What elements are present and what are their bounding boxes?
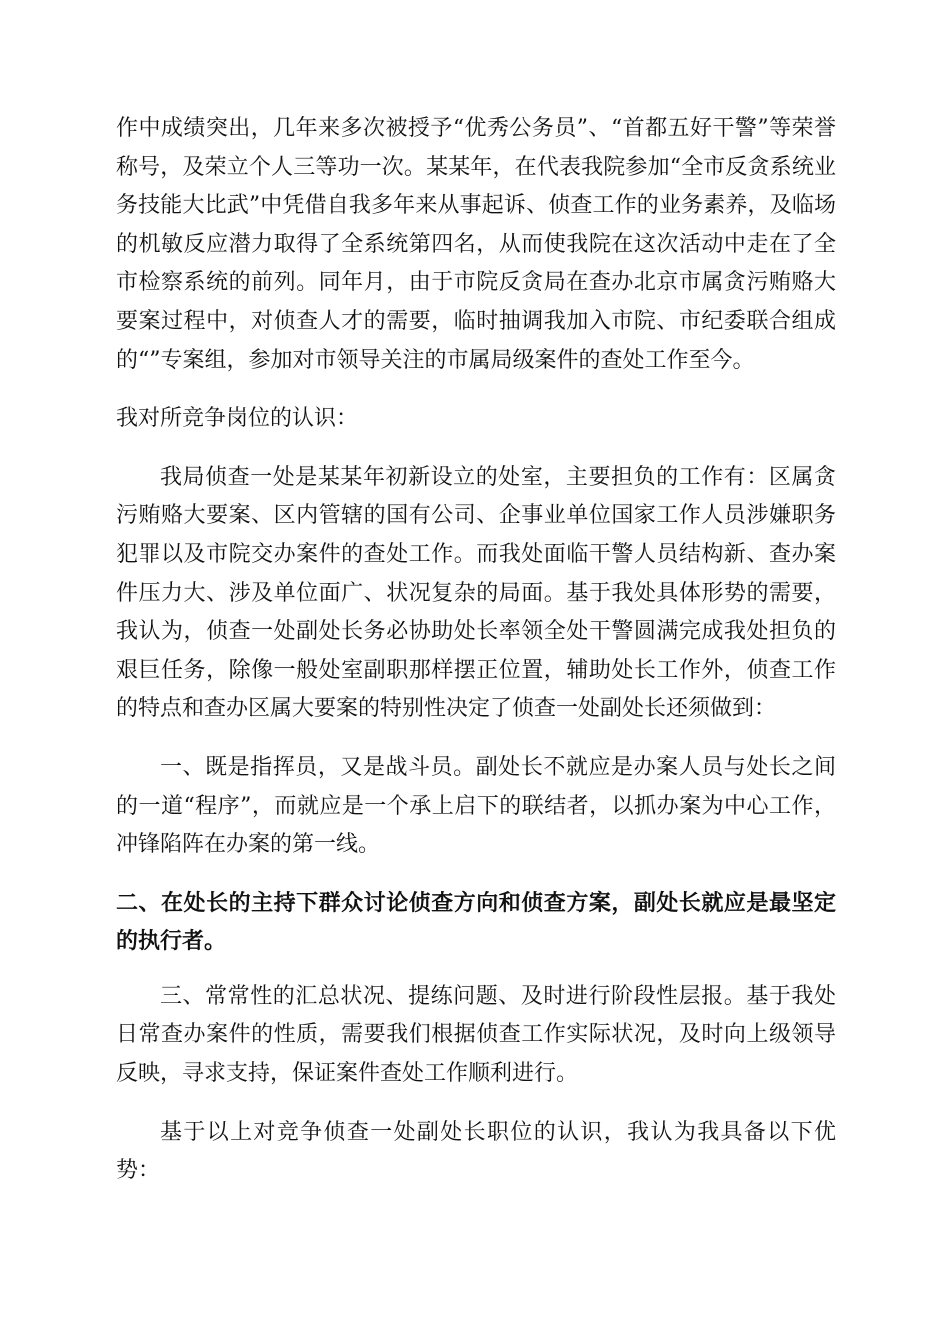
paragraph-point-one: 一、既是指挥员，又是战斗员。副处长不就应是办案人员与处长之间的一道“程序”，而就应是一个承上启下的联结者，以抓办案为中心工作，冲锋陷阵在办案的第一线。 xyxy=(116,754,836,858)
paragraph-point-three: 三、常常性的汇总状况、提练问题、及时进行阶段性层报。基于我处日常查办案件的性质，需要我们根据侦查工作实际状况，及时向上级领导反映，寻求支持，保证案件查处工作顺利进行。 xyxy=(116,983,836,1087)
paragraph-advantages-intro: 基于以上对竞争侦查一处副处长职位的认识，我认为我具备以下优势： xyxy=(116,1119,836,1184)
paragraph-point-two: 二、在处长的主持下群众讨论侦查方向和侦查方案，副处长就应是最坚定的执行者。 xyxy=(116,890,836,955)
paragraph-honors: 作中成绩突出，几年来多次被授予“优秀公务员”、“首都五好干警”等荣誉称号，及荣立个人三等功一次。某某年，在代表我院参加“全市反贪系统业务技能大比武”中凭借自我多年来从事起诉、侦查工作的业务素养，及临场的机敏反应潜力取得了全系统第四名，从而使我院在这次活动中走在了全市检察系统的前列。同年月，由于市院反贪局在查办北京市属贪污贿赂大要案过程中，对侦查人才的需要，临时抽调我加入市院、市纪委联合组成的“”专案组，参加对市领导关注的市属局级案件的查处工作至今。 xyxy=(116,116,836,373)
paragraph-heading-understanding: 我对所竞争岗位的认识： xyxy=(116,406,359,432)
paragraph-division-overview: 我局侦查一处是某某年初新设立的处室，主要担负的工作有：区属贪污贿赂大要案、区内管辖的国有公司、企事业单位国家工作人员涉嫌职务犯罪以及市院交办案件的查处工作。而我处面临干警人员结构新、查办案件压力大、涉及单位面广、状况复杂的局面。基于我处具体形势的需要，我认为，侦查一处副处长务必协助处长率领全处干警圆满完成我处担负的艰巨任务，除像一般处室副职那样摆正位置，辅助处长工作外，侦查工作的特点和查办区属大要案的特别性决定了侦查一处副处长还须做到： xyxy=(116,464,836,722)
document-page xyxy=(116,110,836,1191)
